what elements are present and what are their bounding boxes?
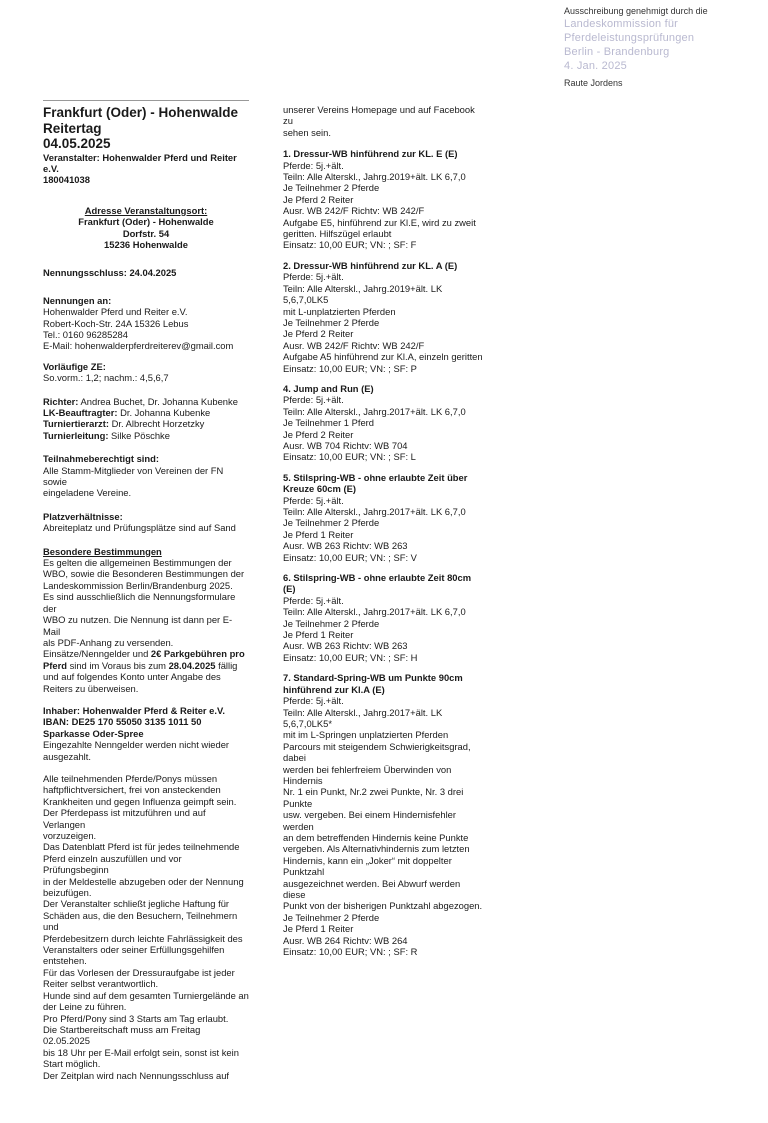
special-rules-block <box>43 546 249 694</box>
rule-line: Krankheiten und gegen Influenza geimpft sein. <box>43 795 237 807</box>
official-row <box>43 407 249 418</box>
competition-line: mit L-unplatzierten Pferden <box>283 305 396 317</box>
competition-line: Je Teilnehmer 2 Pferde <box>283 617 380 629</box>
stamp-faded-line: Landeskommission für <box>564 18 679 30</box>
rule-line: Veranstalters oder seiner Erfüllungsgehilfen <box>43 944 225 956</box>
rule-line: Der Zeitplan wird nach Nennungsschluss auf <box>43 1069 230 1081</box>
competition-title: 7. Standard-Spring-WB um Punkte 90cm <box>283 672 463 684</box>
bank-iban: IBAN: DE25 170 55050 3135 1011 50 <box>43 716 202 728</box>
competition-line: Pferde: 5j.+ält. <box>283 394 344 406</box>
entries-line: Hohenwalder Pferd und Reiter e.V. <box>43 306 188 318</box>
competition-line: Ausr. WB 264 Richtv: WB 264 <box>283 934 408 946</box>
title-line: 04.05.2025 <box>43 136 111 151</box>
competition-line: werden bei fehlerfreiem Überwinden von Hindernis <box>283 763 452 786</box>
competition-block <box>283 672 483 957</box>
competition-line: Pferde: 5j.+ält. <box>283 695 344 707</box>
competition-title: 4. Jump and Run (E) <box>283 382 374 394</box>
organizer-line: 180041038 <box>43 174 90 186</box>
competition-line: Einsatz: 10,00 EUR; VN: ; SF: V <box>283 551 417 563</box>
special-rules-line: Es sind ausschließlich die Nennungsformulare der <box>43 591 236 614</box>
competition-line: Je Teilnehmer 2 Pferde <box>283 517 380 529</box>
fees-parking: 2€ Parkgebühren pro Pferd <box>43 648 245 671</box>
competition-line: Aufgabe E5, hinführend zur Kl.E, wird zu zweit <box>283 216 476 228</box>
competition-line: Je Teilnehmer 2 Pferde <box>283 316 380 328</box>
competition-line: Je Teilnehmer 1 Pferd <box>283 417 375 429</box>
organizer <box>43 152 249 186</box>
rule-line: vorzuzeigen. <box>43 830 97 841</box>
competition-block <box>283 572 483 663</box>
venue-line: 15236 Hohenwalde <box>104 238 188 250</box>
venue-conditions-line: Abreiteplatz und Prüfungsplätze sind auf Sand <box>43 522 236 534</box>
venue-line: Dorfstr. 54 <box>122 227 170 239</box>
official-row <box>43 418 249 429</box>
competition-line: Teiln: Alle Alterskl., Jahrg.2017+ält. LK 5,6,7,0LK5* <box>283 706 443 729</box>
competition-line: Teiln: Alle Alterskl., Jahrg.2017+ält. LK 6,7,0 <box>283 405 466 417</box>
bank-block <box>43 705 249 762</box>
intro-block <box>283 104 483 138</box>
competition-line: Einsatz: 10,00 EUR; VN: ; SF: R <box>283 946 418 958</box>
special-rules-line: WBO, sowie die Besonderen Bestimmungen der <box>43 568 245 580</box>
fees-date: 28.04.2025 <box>168 659 216 671</box>
rule-line: Alle teilnehmenden Pferde/Ponys müssen <box>43 772 218 784</box>
competition-line: Pferde: 5j.+ält. <box>283 494 344 506</box>
rule-line: Pferdebesitzern durch leichte Fahrlässigkeit des <box>43 932 243 944</box>
intro-line: sehen sein. <box>283 126 331 138</box>
official-label: Turniertierarzt: <box>43 418 109 430</box>
fees-text: sind im Voraus bis zum <box>66 659 169 671</box>
competition-block <box>283 148 483 251</box>
entries-heading: Nennungen an: <box>43 294 112 306</box>
competition-line: Ausr. WB 263 Richtv: WB 263 <box>283 640 408 652</box>
competition-line: Pferde: 5j.+ält. <box>283 271 344 283</box>
rule-line: Der Veranstalter schließt jegliche Haftung für <box>43 898 230 910</box>
official-label: LK-Beauftragter: <box>43 407 118 418</box>
eligibility-block <box>43 453 249 499</box>
rule-line: haftpflichtversichert, frei von ansteckenden <box>43 784 221 796</box>
competition-line: Je Pferd 1 Reiter <box>283 629 354 641</box>
refund-line: ausgezahlt. <box>43 750 91 762</box>
official-row <box>43 430 249 441</box>
stamp-faded-line: 4. Jan. 2025 <box>564 60 627 72</box>
entries-email: E-Mail: hohenwalderpferdreiterev@gmail.com <box>43 340 234 352</box>
venue-block <box>43 205 249 251</box>
special-rules-line: als PDF-Anhang zu versenden. <box>43 636 174 648</box>
rule-line: in der Meldestelle abzugeben oder der Nennung <box>43 875 244 887</box>
venue-heading: Adresse Veranstaltungsort: <box>84 204 208 216</box>
rule-line: der Leine zu führen. <box>43 1001 127 1013</box>
right-column <box>283 104 483 966</box>
competition-line: Pferde: 5j.+ält. <box>283 594 344 606</box>
entries-line: Robert-Koch-Str. 24A 15326 Lebus <box>43 317 189 329</box>
competition-title: 1. Dressur-WB hinführend zur KL. E (E) <box>283 148 458 160</box>
competition-title: 5. Stilspring-WB - ohne erlaubte Zeit über <box>283 471 468 483</box>
officials-block <box>43 396 249 442</box>
rule-line: beizufügen. <box>43 887 92 899</box>
competition-line: Je Pferd 2 Reiter <box>283 193 354 205</box>
organizer-line: Veranstalter: Hohenwalder Pferd und Reiter e.V. <box>43 151 237 174</box>
competition-line: Je Pferd 1 Reiter <box>283 923 354 935</box>
rule-line: Schäden aus, die den Besuchern, Teilnehmern und <box>43 909 238 933</box>
fees-text: Einsätze/Nenngelder und <box>43 648 151 660</box>
rule-line: bis 18 Uhr per E-Mail erfolgt sein, sonst ist kein <box>43 1046 239 1058</box>
stamp-faded-line: Pferdeleistungsprüfungen <box>564 32 695 44</box>
competition-title: hinführend zur Kl.A (E) <box>283 683 385 695</box>
stamp-heading: Ausschreibung genehmigt durch die <box>564 6 708 16</box>
stamp-faded-line: Berlin - Brandenburg <box>564 46 670 58</box>
competition-line: an dem betreffenden Hindernis keine Punkte <box>283 831 469 843</box>
special-rules-line: WBO zu nutzen. Die Nennung ist dann per E-Mail <box>43 614 233 637</box>
top-rule <box>43 100 249 101</box>
competition-title: 2. Dressur-WB hinführend zur KL. A (E) <box>283 259 458 271</box>
competition-line: Teiln: Alle Alterskl., Jahrg.2017+ält. LK 6,7,0 <box>283 506 466 517</box>
refund-line: Eingezahlte Nenngelder werden nicht wieder <box>43 739 230 751</box>
official-label: Turnierleitung: <box>43 429 109 441</box>
title-line: Frankfurt (Oder) - Hohenwalde <box>43 105 239 120</box>
ze-heading: Vorläufige ZE: <box>43 360 106 372</box>
official-label: Richter: <box>43 395 79 407</box>
competition-line: Teiln: Alle Alterskl., Jahrg.2017+ält. LK 6,7,0 <box>283 606 466 618</box>
competition-line: Pferde: 5j.+ält. <box>283 159 344 171</box>
competition-line: Punkt von der bisherigen Punktzahl abgezogen. <box>283 900 483 912</box>
competition-line: Hindernis, kann ein „Joker“ mit doppelter Punktzahl <box>283 854 452 878</box>
venue-conditions-block <box>43 511 249 534</box>
competition-line: Einsatz: 10,00 EUR; VN: ; SF: H <box>283 651 418 663</box>
competition-line: Ausr. WB 242/F Richtv: WB 242/F <box>283 205 425 217</box>
rule-line: Für das Vorlesen der Dressuraufgabe ist jeder <box>43 966 235 978</box>
rule-line: Hunde sind auf dem gesamten Turniergelände an <box>43 989 249 1001</box>
intro-line: unserer Vereins Homepage und auf Facebook zu <box>283 104 475 127</box>
competition-line: Einsatz: 10,00 EUR; VN: ; SF: P <box>283 362 417 374</box>
special-rules-line: Landeskommission Berlin/Brandenburg 2025. <box>43 579 233 591</box>
special-rules-heading: Besondere Bestimmungen <box>43 545 162 557</box>
entries-block <box>43 295 249 352</box>
competition-line: vergeben. Als Alternativhindernis zum letzten <box>283 843 470 855</box>
bank-line: Inhaber: Hohenwalder Pferd & Reiter e.V. <box>43 704 225 716</box>
competition-line: Einsatz: 10,00 EUR; VN: ; SF: L <box>283 451 416 463</box>
ze-line: So.vorm.: 1,2; nachm.: 4,5,6,7 <box>43 372 169 384</box>
competition-line: Ausr. WB 704 Richtv: WB 704 <box>283 439 408 451</box>
competition-title: 6. Stilspring-WB - ohne erlaubte Zeit 80cm (E) <box>283 572 472 595</box>
competition-line: Ausr. WB 242/F Richtv: WB 242/F <box>283 339 425 351</box>
competition-line: Je Teilnehmer 2 Pferde <box>283 182 380 194</box>
bank-line: Sparkasse Oder-Spree <box>43 727 144 739</box>
entries-line: Tel.: 0160 96285284 <box>43 328 128 340</box>
competition-block <box>283 260 483 374</box>
competition-line: Aufgabe A5 hinführend zur Kl.A, einzeln geritten <box>283 351 483 363</box>
eligibility-line: Alle Stamm-Mitglieder von Vereinen der FN sowie <box>43 464 224 488</box>
official-value: Andrea Buchet, Dr. Johanna Kubenke <box>78 395 238 407</box>
competition-line: ausgezeichnet werden. Bei Abwurf werden diese <box>283 877 461 900</box>
competition-line: Parcours mit steigendem Schwierigkeitsgrad, dabei <box>283 740 471 764</box>
rule-line: Reiter selbst verantwortlich. <box>43 978 159 990</box>
event-title <box>43 105 249 152</box>
rule-line: Der Pferdepass ist mitzuführen und auf Verlangen <box>43 807 206 830</box>
competition-line: Einsatz: 10,00 EUR; VN: ; SF: F <box>283 239 417 251</box>
competition-block <box>283 383 483 463</box>
special-rules-line: Es gelten die allgemeinen Bestimmungen der <box>43 557 232 569</box>
eligibility-heading: Teilnahmeberechtigt sind: <box>43 453 159 465</box>
left-column <box>43 100 249 1081</box>
competition-line: Je Pferd 1 Reiter <box>283 528 354 540</box>
competition-line: Ausr. WB 263 Richtv: WB 263 <box>283 540 408 552</box>
title-line: Reitertag <box>43 120 102 136</box>
official-value: Silke Pöschke <box>108 429 170 441</box>
competition-block <box>283 472 483 563</box>
ze-block <box>43 361 249 384</box>
competition-line: mit im L-Springen unplatzierten Pferden <box>283 729 449 741</box>
competitions-list <box>283 148 483 957</box>
stamp-signature: Raute Jordens <box>564 78 623 88</box>
rule-line: Pferd einzeln auszufüllen und vor Prüfungsbeginn <box>43 852 182 876</box>
competition-line: usw. vergeben. Bei einem Hindernisfehler werden <box>283 809 457 832</box>
entry-deadline: Nennungsschluss: 24.04.2025 <box>43 267 177 279</box>
competition-line: Je Pferd 2 Reiter <box>283 328 354 340</box>
general-rules-block <box>43 773 249 1081</box>
rule-line: Die Startbereitschaft muss am Freitag 02.05.2025 <box>43 1023 201 1047</box>
competition-line: Je Teilnehmer 2 Pferde <box>283 911 380 923</box>
venue-line: Frankfurt (Oder) - Hohenwalde <box>78 216 214 228</box>
competition-line: geritten. Hilfszügel erlaubt <box>283 228 392 240</box>
eligibility-line: eingeladene Vereine. <box>43 487 132 499</box>
rule-line: Das Datenblatt Pferd ist für jedes teilnehmende <box>43 841 240 853</box>
competition-line: Teiln: Alle Alterskl., Jahrg.2019+ält. LK 5,6,7,0LK5 <box>283 282 443 306</box>
competition-line: Nr. 1 ein Punkt, Nr.2 zwei Punkte, Nr. 3 drei Punkte <box>283 786 464 809</box>
official-value: Dr. Albrecht Horzetzky <box>108 418 205 430</box>
official-value: Dr. Johanna Kubenke <box>117 407 211 418</box>
venue-conditions-heading: Platzverhältnisse: <box>43 510 123 522</box>
official-row <box>43 396 249 407</box>
fees-paragraph <box>43 648 249 694</box>
rule-line: entstehen. <box>43 955 87 967</box>
competition-title: Kreuze 60cm (E) <box>283 483 356 495</box>
fees-text: fällig und auf folgendes Konto unter Angabe des Reiters zu überweisen. <box>43 659 238 694</box>
rule-line: Start möglich. <box>43 1058 101 1070</box>
approval-stamp <box>564 5 760 89</box>
competition-line: Teiln: Alle Alterskl., Jahrg.2019+ält. LK 6,7,0 <box>283 171 466 183</box>
competition-line: Je Pferd 2 Reiter <box>283 428 354 440</box>
rule-line: Pro Pferd/Pony sind 3 Starts am Tag erlaubt. <box>43 1012 229 1024</box>
